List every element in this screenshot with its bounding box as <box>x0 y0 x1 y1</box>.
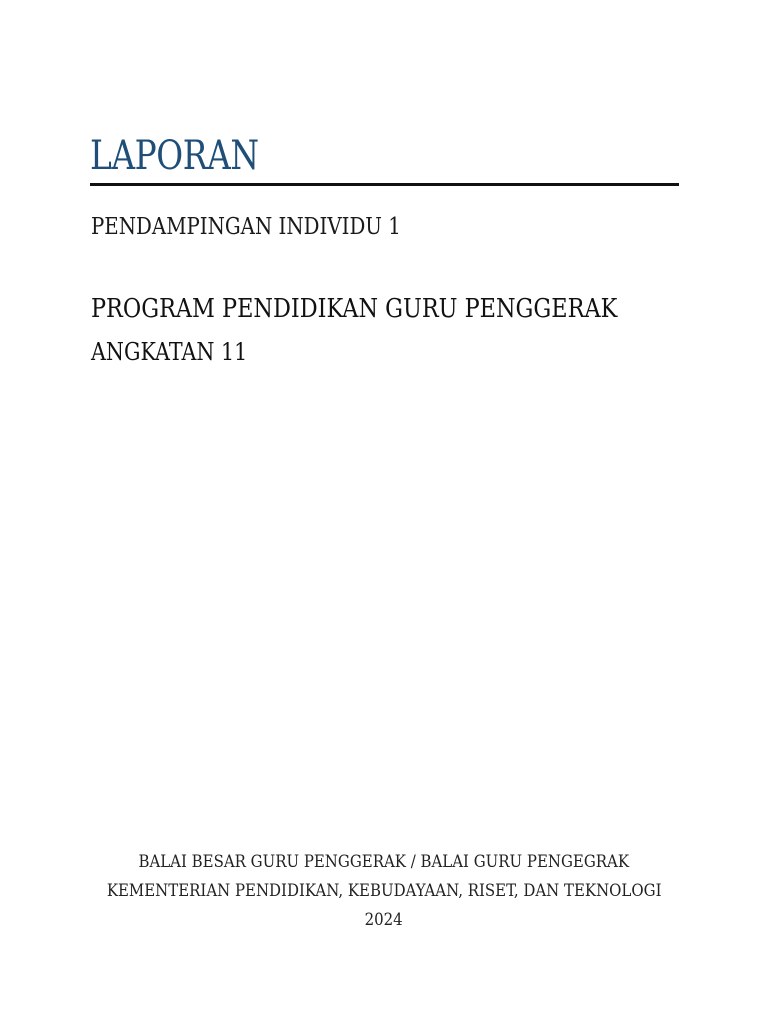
title-divider <box>90 183 679 186</box>
program-name: PROGRAM PENDIDIKAN GURU PENGGERAK <box>91 294 618 324</box>
footer-institution: BALAI BESAR GURU PENGGERAK / BALAI GURU PENGEGRAK <box>138 852 630 872</box>
document-title: LAPORAN <box>90 133 259 179</box>
document-footer <box>0 848 768 935</box>
document-subtitle: PENDAMPINGAN INDIVIDU 1 <box>91 214 401 240</box>
footer-year-line <box>0 906 768 935</box>
footer-ministry-line <box>0 877 768 906</box>
footer-institution-line <box>0 848 768 877</box>
footer-year: 2024 <box>364 910 404 930</box>
cohort-label: ANGKATAN 11 <box>91 338 248 366</box>
footer-ministry: KEMENTERIAN PENDIDIKAN, KEBUDAYAAN, RISET, DAN TEKNOLOGI <box>106 881 662 901</box>
